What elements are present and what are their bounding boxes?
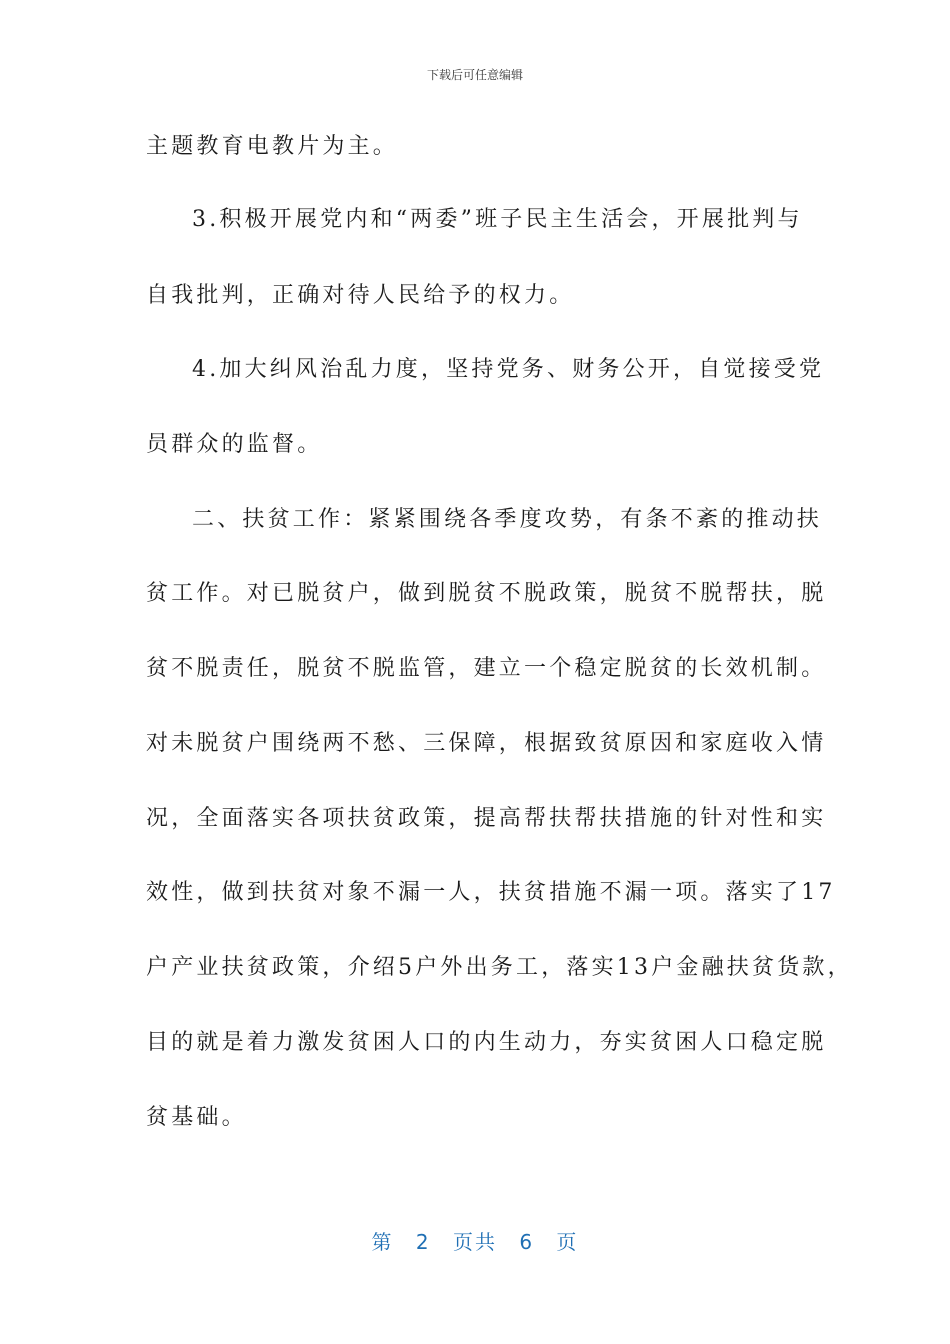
page-header: 下载后可任意编辑 bbox=[426, 68, 523, 82]
page-footer: 第 2 页共 6 页 bbox=[371, 1230, 579, 1254]
text-line: 贫工作。对已脱贫户，做到脱贫不脱政策，脱贫不脱帮扶，脱 bbox=[146, 581, 827, 606]
text-line: 户产业扶贫政策，介绍5户外出务工，落实13户金融扶贫货款， bbox=[146, 955, 853, 980]
text-line: 效性，做到扶贫对象不漏一人，扶贫措施不漏一项。落实了17 bbox=[146, 880, 836, 905]
text-line: 况，全面落实各项扶贫政策，提高帮扶帮扶措施的针对性和实 bbox=[146, 806, 827, 831]
text-line: 3.积极开展党内和“两委”班子民主生活会，开展批判与 bbox=[192, 207, 803, 232]
text-line: 对未脱贫户围绕两不愁、三保障，根据致贫原因和家庭收入情 bbox=[146, 731, 827, 756]
text-line: 员群众的监督。 bbox=[146, 432, 323, 457]
text-line: 目的就是着力激发贫困人口的内生动力，夯实贫困人口稳定脱 bbox=[146, 1030, 827, 1055]
text-line: 二、扶贫工作：紧紧围绕各季度攻势，有条不紊的推动扶 bbox=[192, 507, 823, 532]
text-line: 贫基础。 bbox=[146, 1105, 247, 1130]
text-line: 4.加大纠风治乱力度，坚持党务、财务公开，自觉接受党 bbox=[192, 357, 825, 382]
text-line: 自我批判，正确对待人民给予的权力。 bbox=[146, 283, 575, 308]
text-line: 贫不脱责任，脱贫不脱监管，建立一个稳定脱贫的长效机制。 bbox=[146, 656, 827, 681]
text-line: 主题教育电教片为主。 bbox=[146, 134, 399, 159]
